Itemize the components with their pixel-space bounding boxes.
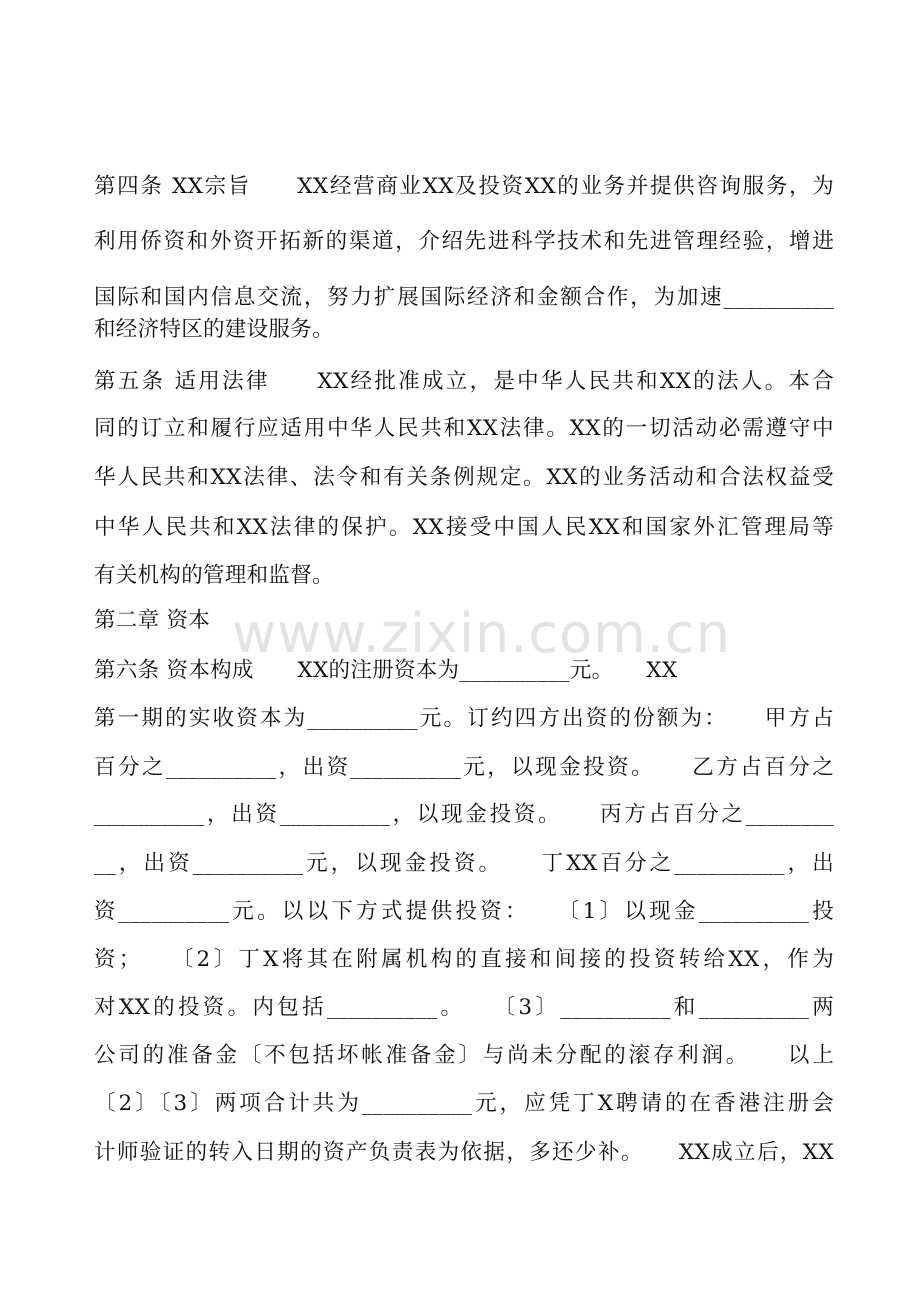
text-line: 同的订立和履行应适用中华人民共和XX法律。XX的一切活动必需遵守中 bbox=[94, 416, 834, 441]
text-line: 百分之__________，出资__________元，以现金投资。 乙方占百分之 bbox=[94, 755, 834, 780]
chapter-heading: 第二章 资本 bbox=[94, 608, 211, 633]
text-line: 国际和国内信息交流，努力扩展国际经济和金额合作，为加速__________ bbox=[94, 285, 834, 310]
text-line: __________，出资__________，以现金投资。 丙方占百分之________ bbox=[94, 802, 834, 827]
text-line: 有关机构的管理和监督。 bbox=[94, 563, 334, 588]
text-line: 第六条 资本构成 XX的注册资本为__________元。 XX bbox=[94, 658, 678, 683]
text-line: 第一期的实收资本为__________元。订约四方出资的份额为： 甲方占 bbox=[94, 706, 834, 731]
text-line: 利用侨资和外资开拓新的渠道，介绍先进科学技术和先进管理经验，增进 bbox=[94, 229, 834, 254]
text-line: 对XX的投资。内包括__________。 〔3〕__________和__________两 bbox=[94, 995, 834, 1020]
text-line: 资__________元。以以下方式提供投资： 〔1〕以现金__________投 bbox=[94, 899, 834, 924]
text-line: 第五条 适用法律 XX经批准成立，是中华人民共和XX的法人。本合 bbox=[94, 369, 834, 394]
text-line: 华人民共和XX法律、法令和有关条例规定。XX的业务活动和合法权益受 bbox=[94, 465, 834, 490]
text-line: 计师验证的转入日期的资产负责表为依据，多还少补。 XX成立后，XX bbox=[94, 1140, 834, 1165]
text-line: 和经济特区的建设服务。 bbox=[94, 317, 334, 342]
text-line: 资； 〔2〕丁X将其在附属机构的直接和间接的投资转给XX，作为 bbox=[94, 947, 834, 972]
text-line: 第四条 XX宗旨 XX经营商业XX及投资XX的业务并提供咨询服务，为 bbox=[94, 174, 834, 199]
text-line: 公司的准备金〔不包括坏帐准备金〕与尚未分配的滚存利润。 以上 bbox=[94, 1043, 834, 1068]
watermark: www.zixin.com.cn bbox=[232, 602, 731, 665]
text-line: __，出资__________元，以现金投资。 丁XX百分之__________，出 bbox=[94, 851, 834, 876]
text-line: 〔2〕〔3〕两项合计共为__________元，应凭丁X聘请的在香港注册会 bbox=[94, 1091, 834, 1116]
text-line: 中华人民共和XX法律的保护。XX接受中国人民XX和国家外汇管理局等 bbox=[94, 515, 834, 540]
